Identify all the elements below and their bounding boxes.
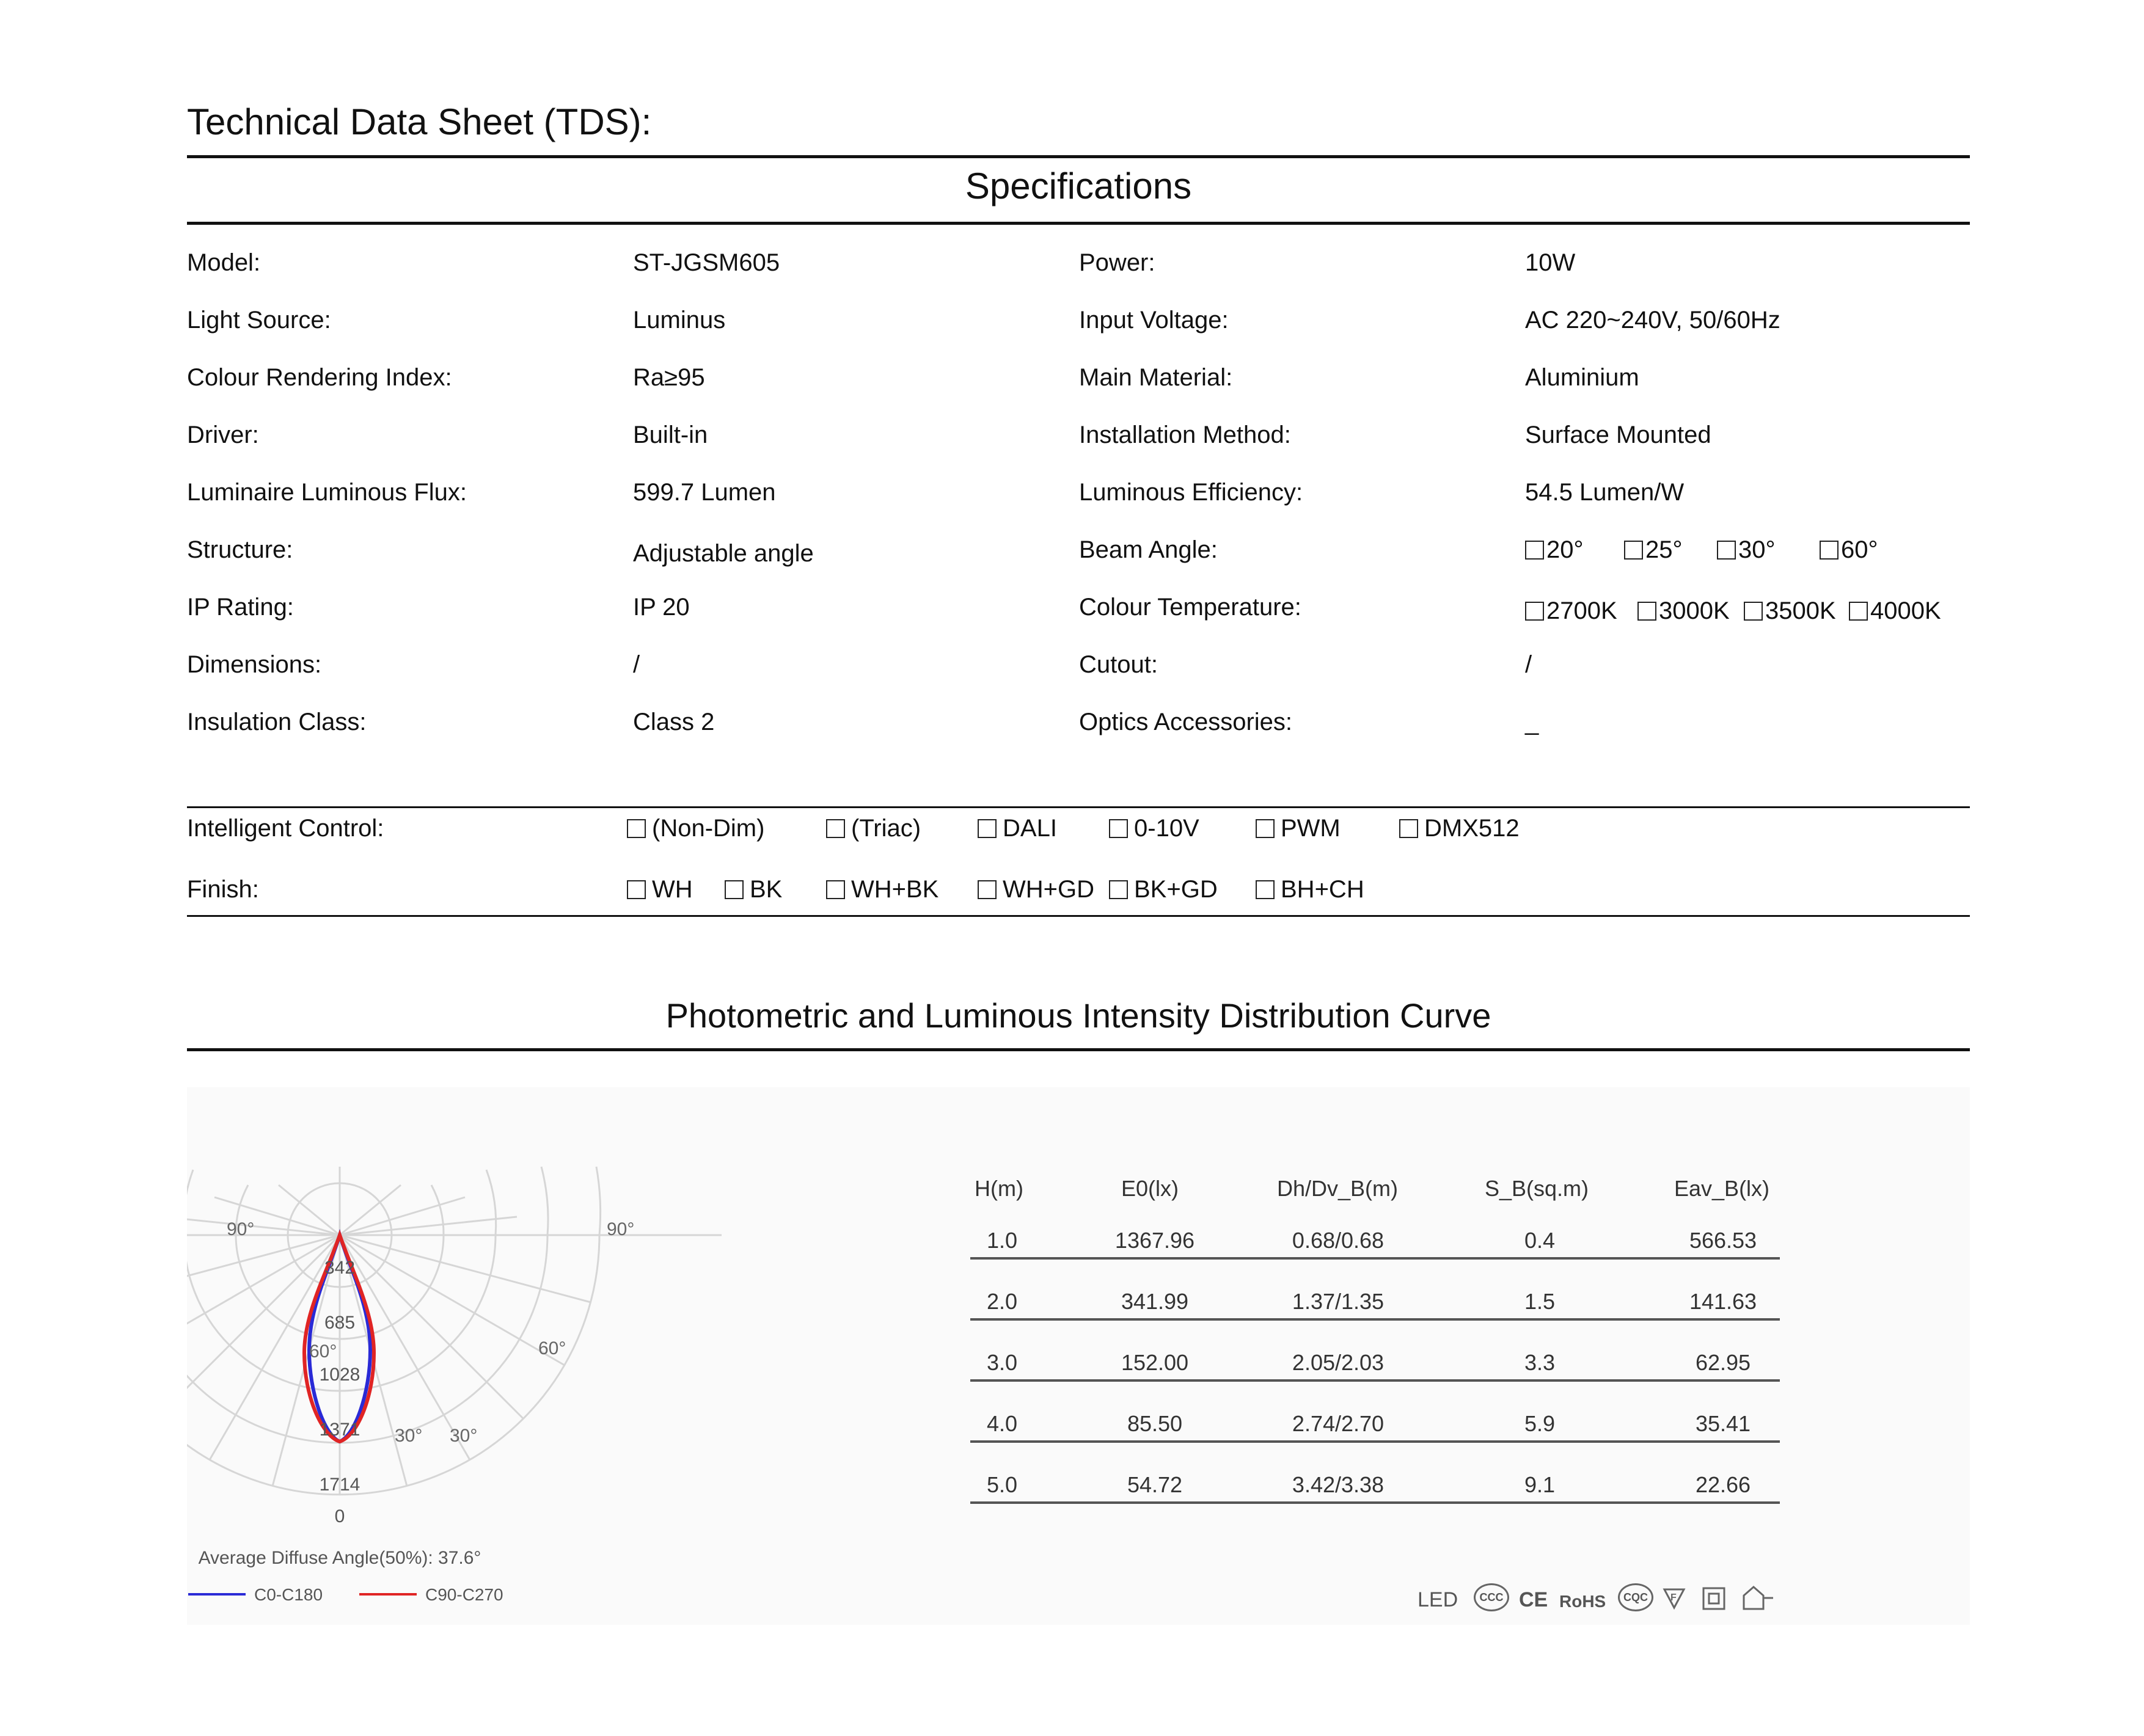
angle-label: 90° xyxy=(607,1219,635,1239)
spec-label: Colour Rendering Index: xyxy=(187,364,452,391)
cqc-mark-icon: CQC xyxy=(1618,1583,1653,1611)
spec-label: Dimensions: xyxy=(187,651,322,678)
spec-label: Colour Temperature: xyxy=(1079,594,1301,621)
checkbox-icon[interactable] xyxy=(1637,602,1656,621)
control-option[interactable]: 0-10V xyxy=(1109,815,1199,842)
ccc-mark-icon: CCC xyxy=(1474,1583,1509,1611)
checkbox-icon[interactable] xyxy=(978,819,997,838)
spec-row-cri xyxy=(187,364,1970,401)
checkbox-icon[interactable] xyxy=(826,880,845,899)
control-option[interactable]: PWM xyxy=(1256,815,1341,842)
control-option[interactable]: (Non-Dim) xyxy=(627,815,764,842)
spec-label: Optics Accessories: xyxy=(1079,709,1293,735)
checkbox-icon[interactable] xyxy=(1525,602,1544,621)
rohs-mark: RoHS xyxy=(1559,1592,1606,1611)
indoor-use-icon xyxy=(1744,1587,1763,1609)
spec-label: Light Source: xyxy=(187,307,331,334)
spec-row-model xyxy=(187,249,1970,286)
spec-row-flux xyxy=(187,479,1970,516)
checkbox-icon[interactable] xyxy=(627,819,646,838)
photometric-divider xyxy=(187,1048,1970,1051)
spec-value: AC 220~240V, 50/60Hz xyxy=(1525,307,1780,334)
spec-label: Structure: xyxy=(187,536,293,563)
spec-value: Adjustable angle xyxy=(633,540,814,567)
led-mark: LED xyxy=(1418,1588,1458,1611)
finish-bottom-divider xyxy=(187,915,1970,917)
spec-label: Beam Angle: xyxy=(1079,536,1218,563)
checkbox-icon[interactable] xyxy=(826,819,845,838)
intensity-label: 0 xyxy=(334,1506,345,1526)
average-angle-caption: Average Diffuse Angle(50%): 37.6° xyxy=(198,1548,481,1568)
table-header: Eav_B(lx) xyxy=(1674,1176,1770,1201)
angle-label: 30° xyxy=(450,1426,478,1446)
finish-option[interactable]: BK xyxy=(725,876,782,903)
spec-value: IP 20 xyxy=(633,594,690,621)
checkbox-icon[interactable] xyxy=(725,880,744,899)
ce-mark-icon: CE xyxy=(1519,1588,1548,1611)
control-option[interactable]: DALI xyxy=(978,815,1057,842)
table-header: S_B(sq.m) xyxy=(1485,1176,1589,1201)
table-row-divider xyxy=(970,1318,1780,1321)
table-row-divider xyxy=(970,1440,1780,1443)
control-label: Intelligent Control: xyxy=(187,815,384,842)
spec-label: Luminaire Luminous Flux: xyxy=(187,479,467,506)
angle-label: 60° xyxy=(309,1341,337,1362)
spec-heading-divider xyxy=(187,222,1970,225)
table-header: Dh/Dv_B(m) xyxy=(1277,1176,1399,1201)
intelligent-control-row xyxy=(187,815,1970,852)
spec-label: Input Voltage: xyxy=(1079,307,1229,334)
table-row-divider xyxy=(970,1379,1780,1382)
checkbox-icon[interactable] xyxy=(1256,819,1275,838)
beam-angle-option[interactable]: 60° xyxy=(1820,536,1878,564)
double-insulation-icon xyxy=(1703,1588,1724,1609)
control-options xyxy=(627,815,1788,852)
intensity-label: 1714 xyxy=(319,1475,360,1495)
control-option[interactable]: DMX512 xyxy=(1399,815,1520,842)
finish-option[interactable]: BH+CH xyxy=(1256,876,1364,903)
checkbox-icon[interactable] xyxy=(1109,880,1128,899)
finish-option[interactable]: WH xyxy=(627,876,693,903)
intensity-label: 342 xyxy=(324,1258,356,1278)
beam-angle-option[interactable]: 25° xyxy=(1624,536,1683,564)
checkbox-icon[interactable] xyxy=(1525,541,1544,560)
title-divider xyxy=(187,155,1970,158)
control-top-divider xyxy=(187,806,1970,808)
legend-label-c90: C90-C270 xyxy=(425,1585,503,1604)
checkbox-icon[interactable] xyxy=(1744,602,1763,621)
spec-value: ST-JGSM605 xyxy=(633,249,780,276)
table-row-divider xyxy=(970,1257,1780,1260)
checkbox-icon[interactable] xyxy=(978,880,997,899)
spec-value: Aluminium xyxy=(1525,364,1639,391)
angle-label: 90° xyxy=(227,1219,255,1239)
table-header: E0(lx) xyxy=(1121,1176,1179,1201)
spec-row-ip-rating xyxy=(187,594,1970,630)
spec-value: / xyxy=(1525,651,1532,678)
finish-option[interactable]: WH+GD xyxy=(978,876,1094,903)
intensity-label: 1371 xyxy=(319,1420,360,1440)
table-header: H(m) xyxy=(975,1176,1023,1201)
checkbox-icon[interactable] xyxy=(1256,880,1275,899)
specifications-heading: Specifications xyxy=(965,166,1192,206)
spec-value: Surface Mounted xyxy=(1525,421,1711,448)
colour-temp-option[interactable]: 3000K xyxy=(1637,597,1730,625)
checkbox-icon[interactable] xyxy=(1624,541,1643,560)
spec-value: _ xyxy=(1525,709,1539,735)
spec-label: Main Material: xyxy=(1079,364,1233,391)
spec-row-driver xyxy=(187,421,1970,458)
spec-value: Built-in xyxy=(633,421,708,448)
intensity-label: 1028 xyxy=(319,1365,360,1385)
spec-label: Luminous Efficiency: xyxy=(1079,479,1303,506)
spec-value: Ra≥95 xyxy=(633,364,705,391)
legend-label-c0: C0-C180 xyxy=(254,1585,323,1604)
spec-row-insulation xyxy=(187,709,1970,745)
table-row-divider xyxy=(970,1501,1780,1504)
checkbox-icon[interactable] xyxy=(1717,541,1736,560)
beam-angle-options xyxy=(1525,536,1953,573)
spec-label: Driver: xyxy=(187,421,259,448)
safety-marks-icon xyxy=(1662,1585,1778,1611)
colour-temp-option[interactable]: 2700K xyxy=(1525,597,1617,625)
spec-label: Insulation Class: xyxy=(187,709,367,735)
checkbox-icon[interactable] xyxy=(627,880,646,899)
spec-value: / xyxy=(633,651,640,678)
beam-angle-option[interactable]: 20° xyxy=(1525,536,1584,564)
finish-option[interactable]: WH+BK xyxy=(826,876,938,903)
svg-text:F: F xyxy=(1670,1592,1677,1603)
spec-value: 10W xyxy=(1525,249,1576,276)
control-option[interactable]: (Triac) xyxy=(826,815,921,842)
spec-label: Installation Method: xyxy=(1079,421,1291,448)
polar-distribution-chart xyxy=(187,1148,798,1613)
spec-row-dimensions xyxy=(187,651,1970,688)
colour-temp-option[interactable]: 3500K xyxy=(1744,597,1836,625)
spec-row-structure xyxy=(187,536,1970,573)
spec-value: Class 2 xyxy=(633,709,715,735)
checkbox-icon[interactable] xyxy=(1849,602,1868,621)
finish-row xyxy=(187,876,1970,913)
checkbox-icon[interactable] xyxy=(1399,819,1418,838)
beam-angle-option[interactable]: 30° xyxy=(1717,536,1776,564)
spec-label: Cutout: xyxy=(1079,651,1158,678)
checkbox-icon[interactable] xyxy=(1109,819,1128,838)
spec-label: Power: xyxy=(1079,249,1155,276)
intensity-label: 685 xyxy=(324,1313,356,1333)
spec-value: 54.5 Lumen/W xyxy=(1525,479,1685,506)
finish-option[interactable]: BK+GD xyxy=(1109,876,1218,903)
checkbox-icon[interactable] xyxy=(1820,541,1838,560)
spec-label: Model: xyxy=(187,249,261,276)
finish-options xyxy=(627,876,1788,913)
angle-label: 30° xyxy=(395,1426,423,1446)
photometric-heading: Photometric and Luminous Intensity Distribution Curve xyxy=(665,996,1491,1035)
spec-value: Luminus xyxy=(633,307,726,334)
spec-label: IP Rating: xyxy=(187,594,294,621)
colour-temp-option[interactable]: 4000K xyxy=(1849,597,1941,625)
spec-value: 599.7 Lumen xyxy=(633,479,776,506)
spec-row-light-source xyxy=(187,307,1970,343)
angle-label: 60° xyxy=(538,1338,566,1359)
colour-temperature-options xyxy=(1525,597,1965,634)
document-title: Technical Data Sheet (TDS): xyxy=(187,101,652,142)
finish-label: Finish: xyxy=(187,876,259,903)
